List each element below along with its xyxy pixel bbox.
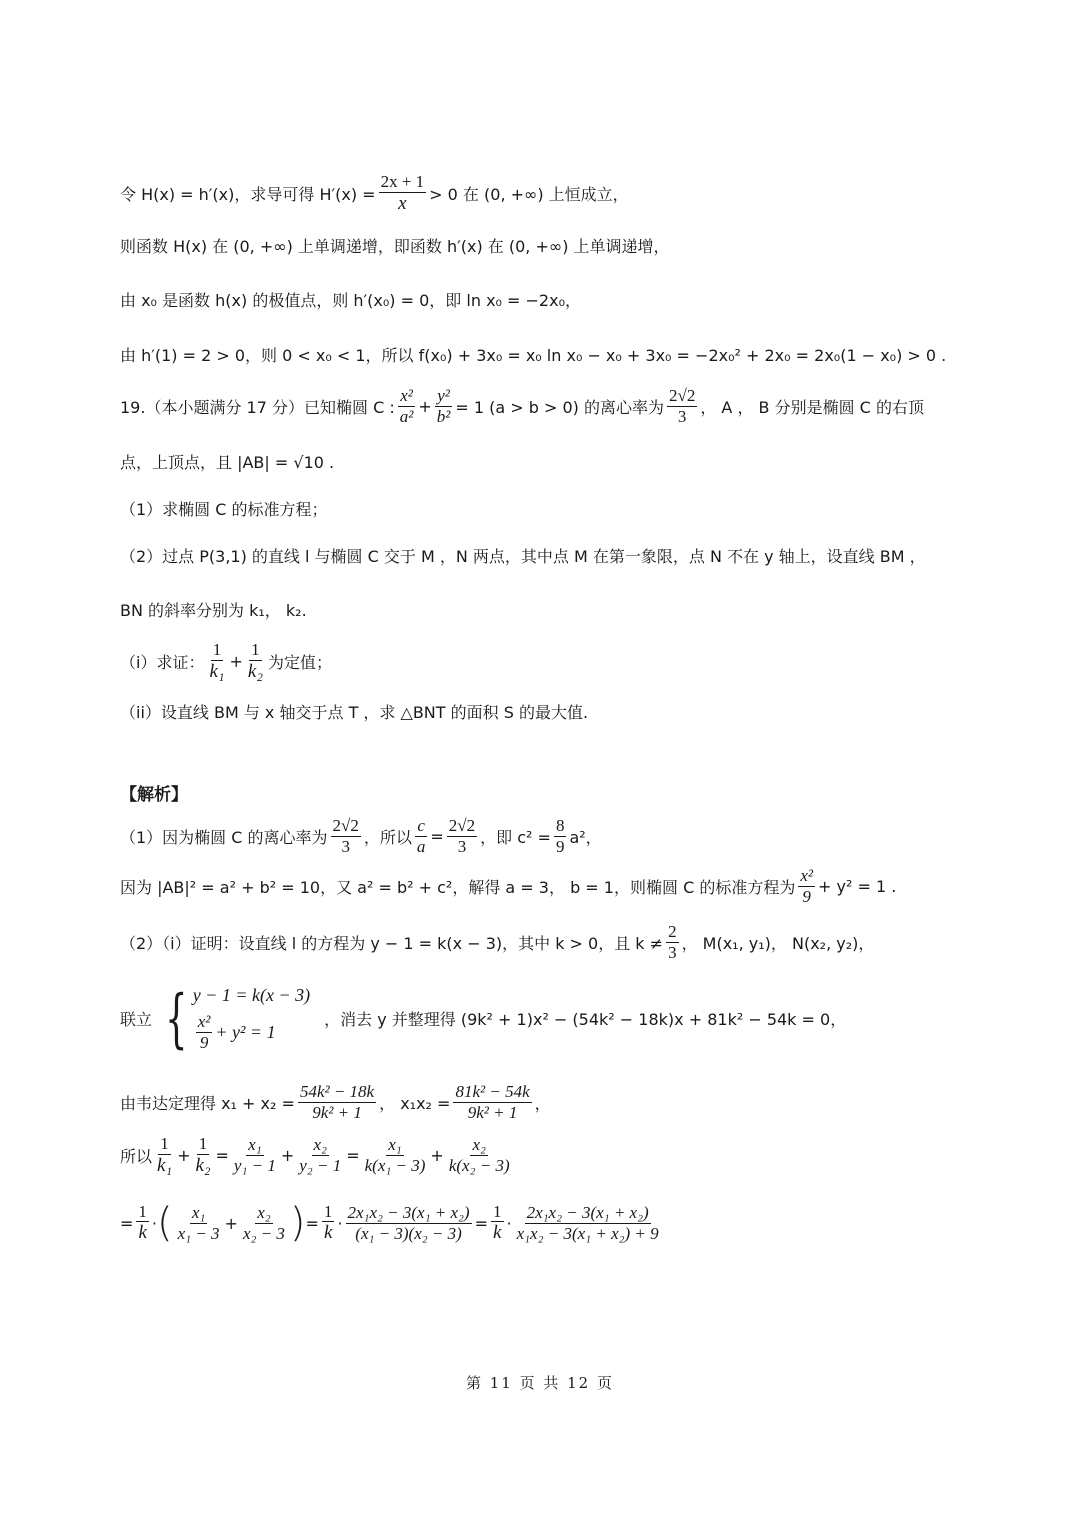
text: 因为 |AB|² = a² + b² = 10，又 a² = b² + c²，解得 a = 3， b = 1，则椭圆 C 的标准方程为 bbox=[120, 877, 796, 897]
fraction bbox=[447, 1135, 512, 1175]
solution-line-3 bbox=[120, 922, 874, 962]
fraction bbox=[515, 1203, 661, 1243]
text: 点，上顶点，且 |AB| = √10 . bbox=[120, 453, 335, 472]
denominator: k(x₂ − 3) bbox=[448, 1155, 510, 1175]
denominator: x₂ − 3 bbox=[242, 1223, 285, 1243]
numerator: 8 bbox=[555, 816, 565, 835]
equals: = bbox=[120, 1213, 134, 1233]
dot: · bbox=[337, 1213, 343, 1233]
denominator: 3 bbox=[668, 942, 677, 962]
fraction bbox=[207, 640, 226, 682]
fraction bbox=[363, 1135, 428, 1175]
denominator: 9 bbox=[199, 1032, 209, 1052]
denominator: k bbox=[323, 1222, 333, 1244]
numerator: 2x₁x₂ − 3(x₁ + x₂) bbox=[526, 1202, 649, 1222]
denominator: 9k² + 1 bbox=[467, 1102, 518, 1122]
denominator: x₁x₂ − 3(x₁ + x₂) + 9 bbox=[516, 1223, 659, 1243]
fraction bbox=[667, 386, 697, 426]
question-19-line-2 bbox=[120, 450, 334, 473]
text: BN 的斜率分别为 k₁， k₂. bbox=[120, 601, 307, 620]
fraction bbox=[136, 1202, 149, 1244]
numerator: 1 bbox=[212, 640, 222, 659]
text: + y² = 1 bbox=[215, 1021, 276, 1042]
derivation-line-3 bbox=[120, 288, 581, 311]
plus: + bbox=[224, 1213, 238, 1233]
denominator: k₂ bbox=[195, 1154, 211, 1176]
system-equations bbox=[193, 985, 310, 1052]
question-19-part-1 bbox=[120, 497, 328, 520]
fraction bbox=[435, 386, 453, 426]
fraction bbox=[241, 1203, 287, 1243]
text: ，所以 bbox=[363, 827, 412, 847]
equals: = bbox=[430, 826, 444, 846]
fraction bbox=[232, 1135, 278, 1175]
solution-line-7 bbox=[120, 1200, 664, 1246]
numerator: 2 bbox=[668, 922, 677, 941]
numerator: x² bbox=[197, 1012, 211, 1031]
solution-line-5 bbox=[120, 1082, 551, 1122]
denominator: 3 bbox=[677, 406, 687, 426]
question-19-part-2 bbox=[120, 544, 926, 567]
text: （1）求椭圆 C 的标准方程； bbox=[120, 500, 328, 519]
text: （1）因为椭圆 C 的离心率为 bbox=[120, 827, 328, 847]
numerator: x₁ bbox=[248, 1135, 262, 1155]
numerator: x₂ bbox=[472, 1135, 486, 1155]
denominator: b² bbox=[436, 406, 451, 426]
denominator: a bbox=[416, 836, 426, 856]
solution-line-4 bbox=[120, 981, 847, 1056]
fraction bbox=[176, 1203, 222, 1243]
equals: = bbox=[215, 1145, 229, 1165]
equals: = bbox=[346, 1145, 360, 1165]
dot: · bbox=[151, 1213, 157, 1233]
fraction bbox=[196, 1012, 213, 1052]
text: （2）过点 P(3,1) 的直线 l 与椭圆 C 交于 M ，N 两点，其中点 M 在第一象限，点 N 不在 y 轴上，设直线 BM ， bbox=[120, 547, 926, 566]
solution-line-6 bbox=[120, 1134, 515, 1176]
text: 则函数 H(x) 在 (0, +∞) 上单调递增，即函数 h′(x) 在 (0, +∞) 上单调递增， bbox=[120, 237, 670, 256]
denominator: 9 bbox=[555, 836, 565, 856]
numerator: 1 bbox=[323, 1201, 333, 1221]
denominator: k₁ bbox=[209, 660, 225, 682]
text: ， M(x₁, y₁)， N(x₂, y₂)， bbox=[681, 933, 875, 953]
derivation-line-4 bbox=[120, 343, 946, 366]
denominator: 9k² + 1 bbox=[312, 1102, 362, 1122]
fraction bbox=[415, 816, 428, 856]
fraction bbox=[554, 816, 567, 856]
text: ， bbox=[534, 1093, 551, 1113]
page-footer: 第 11 页 共 12 页 bbox=[465, 1374, 614, 1392]
numerator: 2x₁x₂ − 3(x₁ + x₂) bbox=[347, 1202, 470, 1222]
text: = 1 (a > b > 0) 的离心率为 bbox=[455, 397, 664, 417]
text: （i）求证： bbox=[120, 652, 205, 672]
denominator: x₁ − 3 bbox=[177, 1223, 220, 1243]
text: + y² = 1 . bbox=[817, 876, 897, 896]
fraction bbox=[298, 1082, 376, 1122]
derivation-line-2 bbox=[120, 234, 670, 257]
numerator: 81k² − 54k bbox=[455, 1082, 530, 1101]
text: 由韦达定理得 x₁ + x₂ = bbox=[120, 1093, 295, 1113]
denominator: 3 bbox=[341, 836, 350, 856]
denominator: a² bbox=[399, 406, 414, 426]
numerator: x₂ bbox=[313, 1135, 327, 1155]
fraction bbox=[331, 816, 361, 856]
text: ， A ， B 分别是椭圆 C 的右顶 bbox=[700, 397, 924, 417]
denominator: y₂ − 1 bbox=[299, 1155, 342, 1175]
dot: · bbox=[506, 1213, 512, 1233]
question-19-line-1 bbox=[120, 386, 924, 426]
numerator: 1 bbox=[198, 1134, 208, 1153]
analysis-heading bbox=[120, 780, 188, 805]
plus: + bbox=[430, 1145, 444, 1165]
numerator: 1 bbox=[160, 1134, 169, 1153]
equation-system bbox=[156, 981, 311, 1056]
brace-icon: { bbox=[165, 981, 188, 1056]
text: > 0 在 (0, +∞) 上恒成立， bbox=[429, 184, 629, 204]
text: 由 x₀ 是函数 h(x) 的极值点，则 h′(x₀) = 0，即 ln x₀ = −2x₀， bbox=[120, 291, 581, 310]
paren: ) bbox=[289, 1200, 306, 1246]
equals: = bbox=[305, 1213, 319, 1233]
equals: = bbox=[474, 1213, 488, 1233]
text: 联立 bbox=[120, 1010, 153, 1030]
text: 由 h′(1) = 2 > 0，则 0 < x₀ < 1，所以 f(x₀) + 3x₀ = x₀ ln x₀ − x₀ + 3x₀ = −2x₀² + 2x₀ = 2x₀(1 − x₀) > 0 . bbox=[120, 346, 947, 365]
numerator: x² bbox=[800, 866, 813, 885]
fraction bbox=[798, 866, 815, 906]
fraction bbox=[322, 1202, 335, 1244]
denominator: x bbox=[398, 192, 407, 214]
text: 19.（本小题满分 17 分）已知椭圆 C : bbox=[120, 397, 395, 417]
question-19-part-2-line-2 bbox=[120, 598, 307, 621]
text: ，即 c² = bbox=[480, 827, 551, 847]
system-equation-2 bbox=[193, 1012, 310, 1052]
fraction bbox=[398, 386, 416, 426]
fraction bbox=[346, 1203, 472, 1243]
text: ，消去 y 并整理得 (9k² + 1)x² − (54k² − 18k)x + 81k² − 54k = 0， bbox=[324, 1010, 847, 1030]
numerator: x² bbox=[400, 386, 413, 405]
denominator: y₁ − 1 bbox=[233, 1155, 276, 1175]
text: 【解析】 bbox=[120, 785, 188, 805]
plus: + bbox=[177, 1145, 191, 1165]
numerator: x₁ bbox=[191, 1202, 206, 1222]
fraction bbox=[447, 816, 477, 856]
text: 令 H(x) = h′(x)，求导可得 H′(x) = bbox=[120, 184, 376, 204]
numerator: x₁ bbox=[388, 1135, 402, 1155]
system-equation-1: y − 1 = k(x − 3) bbox=[192, 985, 311, 1005]
fraction bbox=[246, 640, 265, 682]
fraction bbox=[155, 1134, 174, 1176]
denominator: k₂ bbox=[247, 660, 263, 682]
text: 为定值； bbox=[267, 652, 332, 672]
numerator: 1 bbox=[138, 1201, 147, 1221]
numerator: 2√2 bbox=[448, 816, 476, 835]
numerator: c bbox=[417, 816, 425, 835]
plus: + bbox=[418, 396, 432, 416]
fraction bbox=[491, 1202, 504, 1244]
fraction bbox=[379, 172, 427, 214]
numerator: 2√2 bbox=[668, 386, 696, 405]
text: a²， bbox=[569, 827, 602, 847]
text: （2）（i）证明：设直线 l 的方程为 y − 1 = k(x − 3)，其中 k > 0，且 k ≠ bbox=[120, 933, 664, 953]
numerator: 54k² − 18k bbox=[299, 1082, 375, 1101]
fraction bbox=[193, 1134, 212, 1176]
plus: + bbox=[229, 651, 243, 671]
plus: + bbox=[280, 1145, 295, 1165]
denominator: k bbox=[493, 1222, 502, 1244]
denominator: k bbox=[138, 1222, 147, 1244]
text: 所以 bbox=[120, 1146, 153, 1166]
denominator: k(x₁ − 3) bbox=[364, 1155, 426, 1175]
paren: ( bbox=[157, 1200, 173, 1246]
numerator: x₂ bbox=[257, 1202, 271, 1222]
denominator: (x₁ − 3)(x₂ − 3) bbox=[355, 1223, 462, 1243]
numerator: 1 bbox=[251, 640, 260, 659]
question-19-part-2-i bbox=[120, 640, 332, 682]
numerator: y² bbox=[437, 386, 450, 405]
fraction bbox=[666, 922, 679, 962]
fraction bbox=[453, 1082, 531, 1122]
derivation-line-1 bbox=[120, 172, 629, 214]
denominator: 3 bbox=[457, 836, 467, 856]
solution-line-2 bbox=[120, 866, 896, 906]
text: ， x₁x₂ = bbox=[379, 1093, 451, 1113]
numerator: 2x + 1 bbox=[380, 172, 425, 191]
question-19-part-2-ii bbox=[120, 700, 588, 723]
solution-line-1 bbox=[120, 816, 602, 856]
numerator: 1 bbox=[493, 1201, 502, 1221]
denominator: k₁ bbox=[157, 1154, 173, 1176]
text: （ii）设直线 BM 与 x 轴交于点 T ，求 △BNT 的面积 S 的最大值. bbox=[120, 703, 589, 722]
denominator: 9 bbox=[802, 886, 811, 906]
numerator: 2√2 bbox=[332, 816, 359, 835]
fraction bbox=[297, 1135, 343, 1175]
